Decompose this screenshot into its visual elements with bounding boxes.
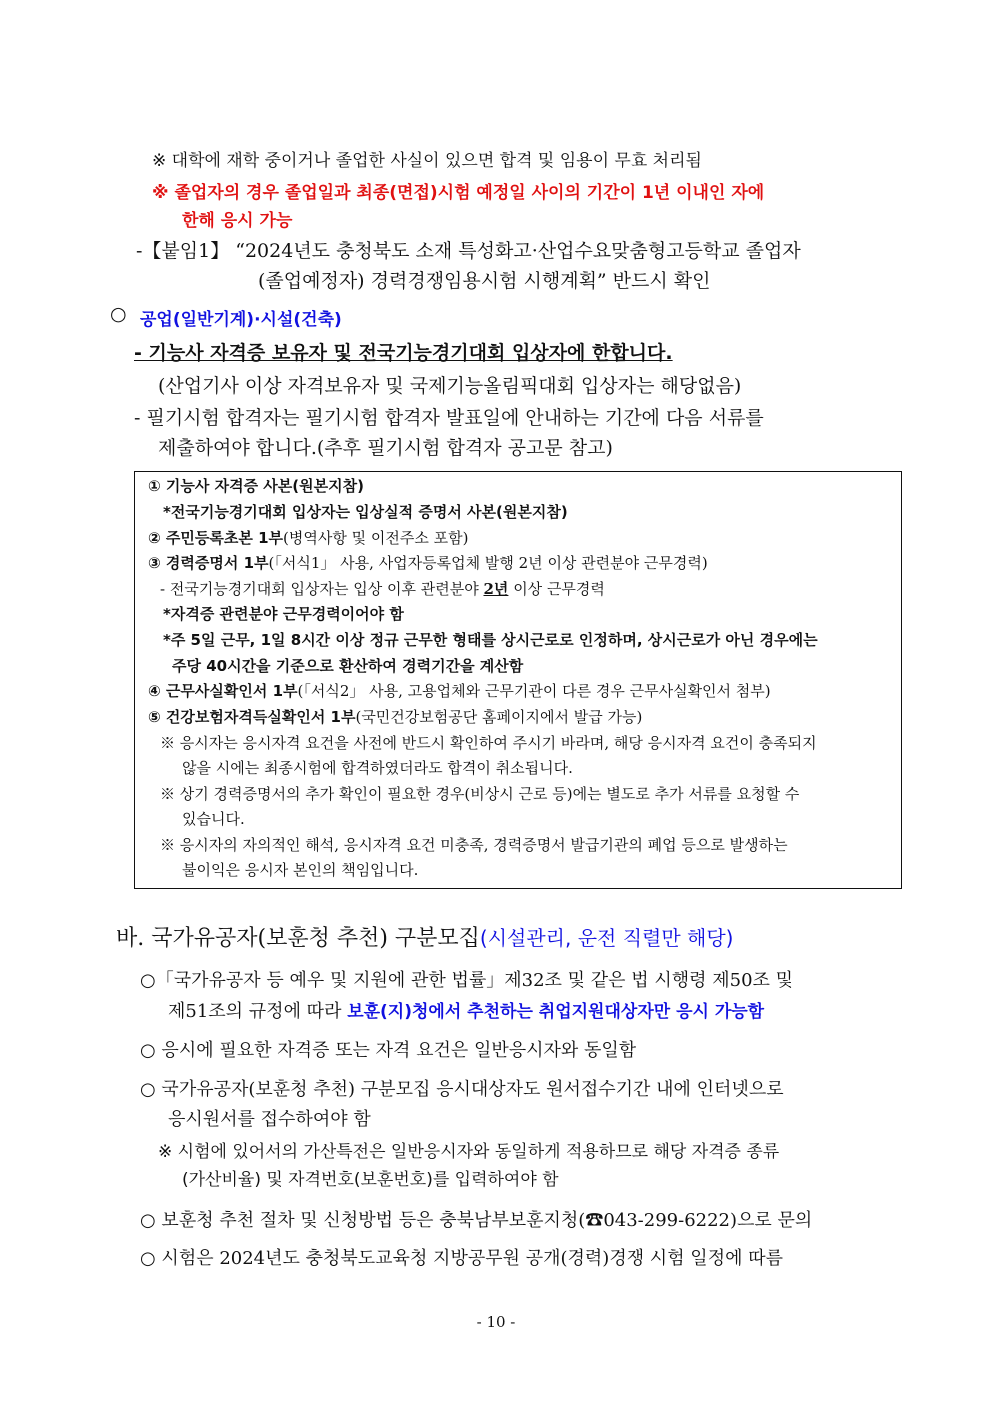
bonus-note-line1: ※ 시험에 있어서의 가산특전은 일반응시자와 동일하게 적용하므로 해당 자격증 종류 xyxy=(158,1142,780,1162)
exam-schedule: ○ 시험은 2024년도 충청북도교육청 지방공무원 공개(경력)경쟁 시험 일정에 따름 xyxy=(140,1248,783,1269)
box-note-1-line2: 않을 시에는 최종시험에 합격하였더라도 합격이 취소됩니다. xyxy=(182,759,573,777)
requirement-exclusion: (산업기사 이상 자격보유자 및 국제기능올림픽대회 입상자는 해당없음) xyxy=(158,375,742,397)
doc-item-3-sub-post: 이상 근무경력 xyxy=(508,580,605,598)
note-graduate-line1: ※ 졸업자의 경우 졸업일과 최종(면접)시험 예정일 사이의 기간이 1년 이내인 자에 xyxy=(152,183,765,203)
section-title-industrial: 공업(일반기계)·시설(건축) xyxy=(140,310,342,330)
doc-item-2-desc: (병역사항 및 이전주소 포함) xyxy=(283,529,469,547)
online-application-line1: ○ 국가유공자(보훈청 추천) 구분모집 응시대상자도 원서접수기간 내에 인터넷으로 xyxy=(140,1079,784,1100)
doc-item-3-title: ③ 경력증명서 1부 xyxy=(148,554,269,572)
requirement-qualification: - 기능사 자격증 보유자 및 전국기능경기대회 입상자에 한합니다. xyxy=(134,342,673,364)
page-number: - 10 - xyxy=(476,1313,516,1331)
doc-item-2-title: ② 주민등록초본 1부 xyxy=(148,529,284,547)
doc-item-3 xyxy=(148,552,708,573)
doc-item-2 xyxy=(148,527,468,548)
section-bullet: ○ xyxy=(110,303,127,325)
doc-item-5-title: ⑤ 건강보험자격득실확인서 1부 xyxy=(148,708,356,726)
contact-inquiry: ○ 보훈청 추천 절차 및 신청방법 등은 충북남부보훈지청(☎043-299-6222)으로 문의 xyxy=(140,1210,813,1231)
doc-item-4 xyxy=(148,680,771,701)
doc-item-1-note: *전국기능경기대회 입상자는 입상실적 증명서 사본(원본지참) xyxy=(163,503,568,521)
note-graduate-line2: 한해 응시 가능 xyxy=(182,211,293,231)
doc-item-5 xyxy=(148,706,642,727)
box-note-2-line2: 있습니다. xyxy=(182,810,245,828)
document-submission-line1: - 필기시험 합격자는 필기시험 합격자 발표일에 안내하는 기간에 다음 서류를 xyxy=(134,407,764,429)
attachment-ref-line1: -【붙임1】 “2024년도 충청북도 소재 특성화고·산업수요맞춤형고등학교 졸업자 xyxy=(136,240,801,262)
attachment-ref-line2: (졸업예정자) 경력경쟁임용시험 시행계획” 반드시 확인 xyxy=(258,270,711,292)
document-submission-line2: 제출하여야 합니다.(추후 필기시험 합격자 공고문 참고) xyxy=(158,437,613,459)
doc-item-4-title: ④ 근무사실확인서 1부 xyxy=(148,682,298,700)
eligibility-law-line2-pre: 제51조의 규정에 따라 xyxy=(168,1001,348,1022)
eligibility-law-line2-emphasis: 보훈(지)청에서 추천하는 취업지원대상자만 응시 가능함 xyxy=(347,1002,765,1022)
section-heading-ba-text: 바. 국가유공자(보훈청 추천) 구분모집 xyxy=(116,926,480,951)
doc-item-3-note-field: *자격증 관련분야 근무경력이어야 함 xyxy=(163,605,404,623)
doc-item-3-desc: (「서식1」 사용, 사업자등록업체 발행 2년 이상 관련분야 근무경력) xyxy=(268,554,708,572)
box-note-3-line2: 불이익은 응시자 본인의 책임입니다. xyxy=(182,861,419,879)
doc-item-3-note-fulltime-line2: 주당 40시간을 기준으로 환산하여 경력기간을 계산함 xyxy=(172,657,524,675)
section-heading-ba-scope: (시설관리, 운전 직렬만 해당) xyxy=(479,926,734,950)
doc-item-5-desc: (국민건강보험공단 홈페이지에서 발급 가능) xyxy=(355,708,643,726)
qualification-same: ○ 응시에 필요한 자격증 또는 자격 요건은 일반응시자와 동일함 xyxy=(140,1040,637,1061)
box-note-3-line1: ※ 응시자의 자의적인 해석, 응시자격 요건 미충족, 경력증명서 발급기관의 폐업 등으로 발생하는 xyxy=(160,836,788,854)
note-enrollment: ※ 대학에 재학 중이거나 졸업한 사실이 있으면 합격 및 임용이 무효 처리됨 xyxy=(152,151,702,171)
doc-item-3-note-fulltime-line1: *주 5일 근무, 1일 8시간 이상 정규 근무한 형태를 상시근로로 인정하며, 상시근로가 아닌 경우에는 xyxy=(163,631,818,649)
box-note-1-line1: ※ 응시자는 응시자격 요건을 사전에 반드시 확인하여 주시기 바라며, 해당 응시자격 요건이 충족되지 xyxy=(160,734,817,752)
section-heading-ba xyxy=(116,921,733,952)
doc-item-4-desc: (「서식2」 사용, 고용업체와 근무기관이 다른 경우 근무사실확인서 첨부) xyxy=(297,682,771,700)
box-note-2-line1: ※ 상기 경력증명서의 추가 확인이 필요한 경우(비상시 근로 등)에는 별도로 추가 서류를 요청할 수 xyxy=(160,785,800,803)
online-application-line2: 응시원서를 접수하여야 함 xyxy=(168,1109,371,1130)
doc-item-3-sub-years: 2년 xyxy=(483,580,509,598)
eligibility-law-line1: ○「국가유공자 등 예우 및 지원에 관한 법률」제32조 및 같은 법 시행령 제50조 및 xyxy=(140,970,794,991)
doc-item-1: ① 기능사 자격증 사본(원본지참) xyxy=(148,477,364,495)
eligibility-law-line2 xyxy=(168,997,764,1023)
doc-item-3-sub-pre: - 전국기능경기대회 입상자는 입상 이후 관련분야 xyxy=(160,580,484,598)
bonus-note-line2: (가산비율) 및 자격번호(보훈번호)를 입력하여야 함 xyxy=(182,1170,559,1190)
doc-item-3-sub xyxy=(160,578,605,599)
